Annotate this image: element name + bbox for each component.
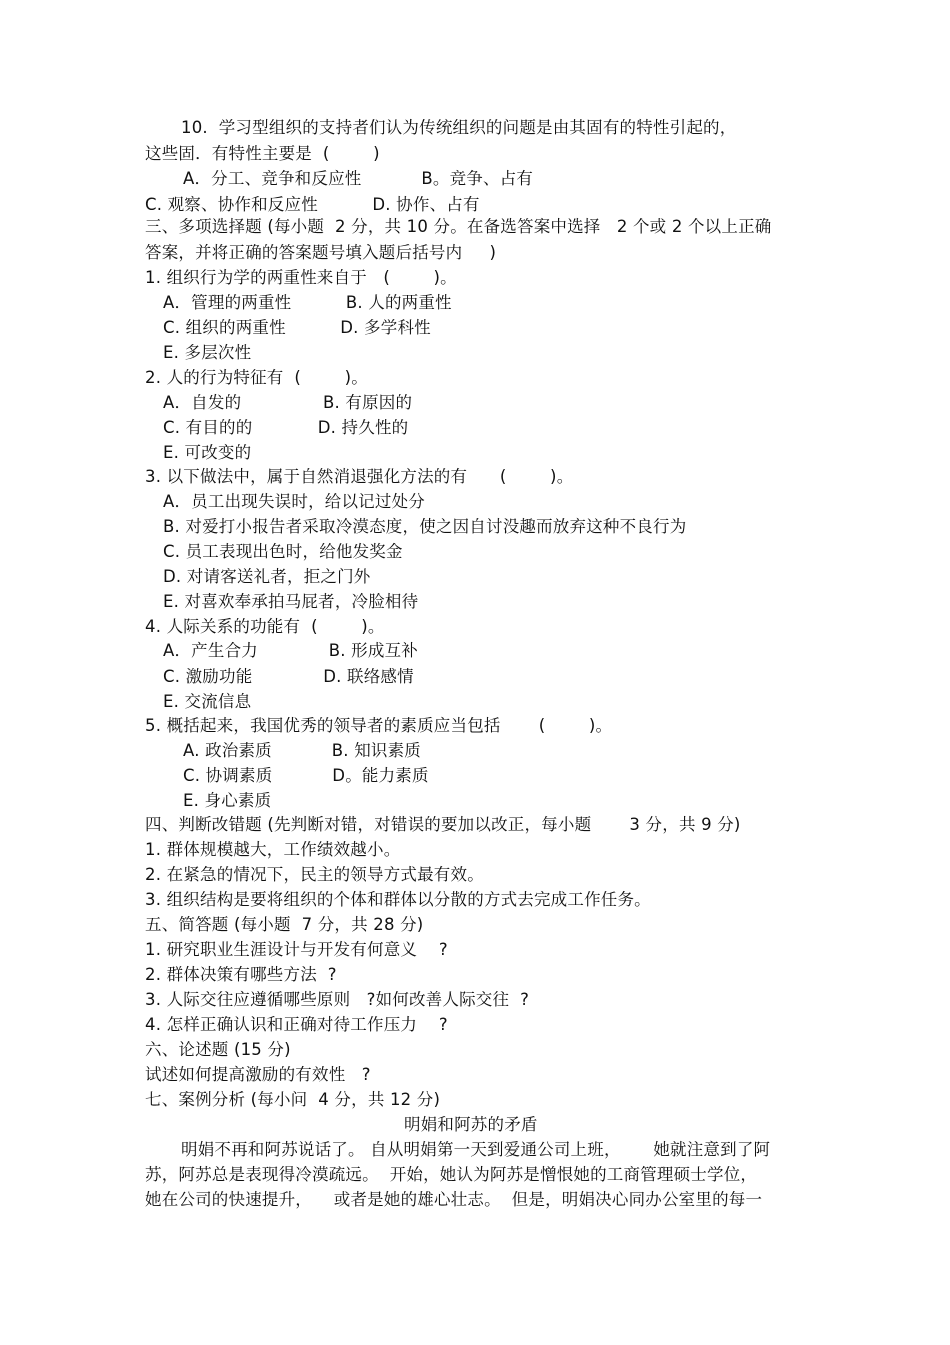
text-line-21: 4. 人际关系的功能有 ( )。 [145,617,385,636]
text-line-36: 3. 人际交往应遵循哪些原则 ?如何改善人际交往 ? [145,990,530,1009]
text-line-13: C. 有目的的 D. 持久性的 [163,418,409,437]
section-3-heading: 三、多项选择题 (每小题 2 分，共 10 分。在备选答案中选择 2 个或 2 个以上正确 [145,217,772,236]
text-line-25: 5. 概括起来，我国优秀的领导者的素质应当包括 ( )。 [145,716,613,735]
text-line-27: C. 协调素质 D。能力素质 [183,766,429,785]
text-line-42: 明娟不再和阿苏说话了。 自从明娟第一天到爱通公司上班， 她就注意到了阿 [181,1140,771,1159]
text-line-20: E. 对喜欢奉承拍马屁者，冷脸相待 [163,592,419,611]
text-line-3: A．分工、竞争和反应性 B。竞争、占有 [183,169,534,188]
text-line-30: 1. 群体规模越大，工作绩效越小。 [145,840,401,859]
text-line-9: C. 组织的两重性 D. 多学科性 [163,318,431,337]
question-10-cont: 这些固．有特性主要是 ( ) [145,144,380,163]
text-line-39: 试述如何提高激励的有效性 ? [145,1065,371,1084]
text-line-32: 3. 组织结构是要将组织的个体和群体以分散的方式去完成工作任务。 [145,890,651,909]
section-7-heading: 七、案例分析 (每小问 4 分，共 12 分) [145,1090,441,1109]
text-line-22: A．产生合力 B. 形成互补 [163,641,418,660]
text-line-18: C. 员工表现出色时，给他发奖金 [163,542,403,561]
question-10: 10. 学习型组织的支持者们认为传统组织的问题是由其固有的特性引起的， [181,118,737,137]
text-line-10: E. 多层次性 [163,343,252,362]
text-line-17: B. 对爱打小报告者采取冷漠态度，使之因自讨没趣而放弃这种不良行为 [163,517,687,536]
text-line-31: 2. 在紧急的情况下，民主的领导方式最有效。 [145,865,484,884]
text-line-43: 苏，阿苏总是表现得冷漠疏远。 开始，她认为阿苏是憎恨她的工商管理硕士学位， [145,1165,758,1184]
text-line-12: A．自发的 B. 有原因的 [163,393,413,412]
section-6-heading: 六、论述题 (15 分) [145,1040,291,1059]
text-line-14: E. 可改变的 [163,443,252,462]
text-line-7: 1. 组织行为学的两重性来自于 ( )。 [145,268,457,287]
text-line-34: 1. 研究职业生涯设计与开发有何意义 ? [145,940,448,959]
text-line-24: E. 交流信息 [163,692,252,711]
text-line-44: 她在公司的快速提升， 或者是她的雄心壮志。 但是，明娟决心同办公室里的每一 [145,1190,763,1209]
case-title: 明娟和阿苏的矛盾 [404,1115,538,1134]
text-line-26: A. 政治素质 B. 知识素质 [183,741,421,760]
text-line-19: D. 对请客送礼者，拒之门外 [163,567,371,586]
section-3-heading-cont: 答案，并将正确的答案题号填入题后括号内 ) [145,243,497,262]
text-line-11: 2. 人的行为特征有 ( )。 [145,368,368,387]
text-line-37: 4. 怎样正确认识和正确对待工作压力 ? [145,1015,448,1034]
text-line-15: 3. 以下做法中，属于自然消退强化方法的有 ( )。 [145,467,574,486]
text-line-8: A．管理的两重性 B. 人的两重性 [163,293,452,312]
text-line-4: C. 观察、协作和反应性 D. 协作、占有 [145,195,480,214]
text-line-23: C. 激励功能 D. 联络感情 [163,667,414,686]
text-line-16: A．员工出现失误时，给以记过处分 [163,492,425,511]
text-line-35: 2. 群体决策有哪些方法 ? [145,965,337,984]
section-5-heading: 五、简答题 (每小题 7 分，共 28 分) [145,915,424,934]
section-4-heading: 四、判断改错题 (先判断对错，对错误的要加以改正，每小题 3 分，共 9 分) [145,815,741,834]
text-line-28: E. 身心素质 [183,791,272,810]
